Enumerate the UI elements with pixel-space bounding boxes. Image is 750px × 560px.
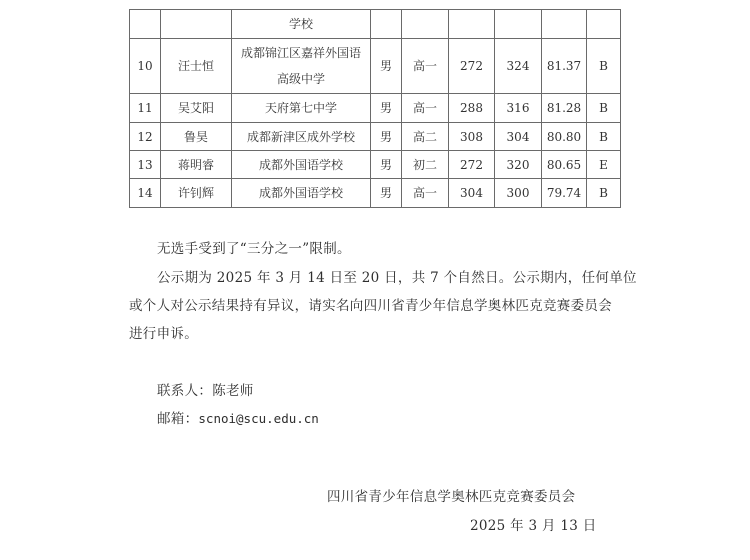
rank-cell: 10 bbox=[130, 39, 161, 94]
total-cell: 79.74 bbox=[542, 179, 587, 208]
rank-cell: 11 bbox=[130, 94, 161, 123]
school-line2: 高级中学 bbox=[276, 72, 325, 86]
score2-cell: 320 bbox=[495, 151, 542, 179]
name-cell: 蒋明睿 bbox=[161, 151, 232, 179]
header-cell-grade bbox=[402, 10, 449, 39]
school-cell: 成都外国语学校 bbox=[232, 179, 371, 208]
name-cell: 鲁昊 bbox=[161, 123, 232, 151]
total-cell: 81.37 bbox=[542, 39, 587, 94]
results-table bbox=[129, 9, 621, 208]
score2-cell: 300 bbox=[495, 179, 542, 208]
contact-label: 联系人： bbox=[157, 383, 213, 399]
email-address: scnoi@scu.edu.cn bbox=[198, 411, 319, 426]
table-row bbox=[130, 179, 621, 208]
level-cell: E bbox=[587, 151, 621, 179]
level-cell: B bbox=[587, 39, 621, 94]
school-cell: 成都新津区成外学校 bbox=[232, 123, 371, 151]
rank-cell: 13 bbox=[130, 151, 161, 179]
contact-line bbox=[157, 379, 254, 399]
table-row bbox=[130, 39, 621, 94]
signature-organization: 四川省青少年信息学奥林匹克竞赛委员会 bbox=[327, 489, 576, 505]
grade-cell: 初二 bbox=[402, 151, 449, 179]
restriction-note: 无选手受到了“三分之一”限制。 bbox=[157, 241, 351, 257]
contact-name: 陈老师 bbox=[212, 383, 254, 399]
signature-date: 2025 年 3 月 13 日 bbox=[470, 518, 597, 534]
school-cell bbox=[232, 39, 371, 94]
score1-cell: 272 bbox=[449, 39, 495, 94]
gender-cell: 男 bbox=[371, 94, 402, 123]
header-cell-name bbox=[161, 10, 232, 39]
gender-cell: 男 bbox=[371, 179, 402, 208]
header-cell-level bbox=[587, 10, 621, 39]
table-row bbox=[130, 94, 621, 123]
header-cell-total bbox=[542, 10, 587, 39]
table-header-row bbox=[130, 10, 621, 39]
gender-cell: 男 bbox=[371, 39, 402, 94]
grade-cell: 高二 bbox=[402, 123, 449, 151]
score1-cell: 288 bbox=[449, 94, 495, 123]
score2-cell: 324 bbox=[495, 39, 542, 94]
rank-cell: 12 bbox=[130, 123, 161, 151]
score1-cell: 308 bbox=[449, 123, 495, 151]
school-cell: 成都外国语学校 bbox=[232, 151, 371, 179]
rank-cell: 14 bbox=[130, 179, 161, 208]
header-cell-score2 bbox=[495, 10, 542, 39]
grade-cell: 高一 bbox=[402, 39, 449, 94]
total-cell: 80.80 bbox=[542, 123, 587, 151]
school-line1: 成都锦江区嘉祥外国语 bbox=[240, 46, 361, 60]
email-line bbox=[157, 407, 319, 427]
score1-cell: 304 bbox=[449, 179, 495, 208]
header-cell-score1 bbox=[449, 10, 495, 39]
notice-line-2: 或个人对公示结果持有异议，请实名向四川省青少年信息学奥林匹克竞赛委员会 bbox=[129, 298, 612, 314]
notice-line-3: 进行申诉。 bbox=[129, 326, 198, 342]
notice-line-1: 公示期为 2025 年 3 月 14 日至 20 日，共 7 个自然日。公示期内，任何单位 bbox=[157, 270, 637, 286]
header-cell-gender bbox=[371, 10, 402, 39]
name-cell: 吴艾阳 bbox=[161, 94, 232, 123]
header-cell-school: 学校 bbox=[232, 10, 371, 39]
grade-cell: 高一 bbox=[402, 94, 449, 123]
header-cell-rank bbox=[130, 10, 161, 39]
total-cell: 81.28 bbox=[542, 94, 587, 123]
table-row bbox=[130, 151, 621, 179]
table-row bbox=[130, 123, 621, 151]
gender-cell: 男 bbox=[371, 151, 402, 179]
name-cell: 许钊辉 bbox=[161, 179, 232, 208]
gender-cell: 男 bbox=[371, 123, 402, 151]
level-cell: B bbox=[587, 94, 621, 123]
level-cell: B bbox=[587, 123, 621, 151]
score1-cell: 272 bbox=[449, 151, 495, 179]
score2-cell: 304 bbox=[495, 123, 542, 151]
score2-cell: 316 bbox=[495, 94, 542, 123]
school-cell: 天府第七中学 bbox=[232, 94, 371, 123]
level-cell: B bbox=[587, 179, 621, 208]
total-cell: 80.65 bbox=[542, 151, 587, 179]
email-label: 邮箱： bbox=[157, 411, 199, 427]
name-cell: 汪士恒 bbox=[161, 39, 232, 94]
grade-cell: 高一 bbox=[402, 179, 449, 208]
